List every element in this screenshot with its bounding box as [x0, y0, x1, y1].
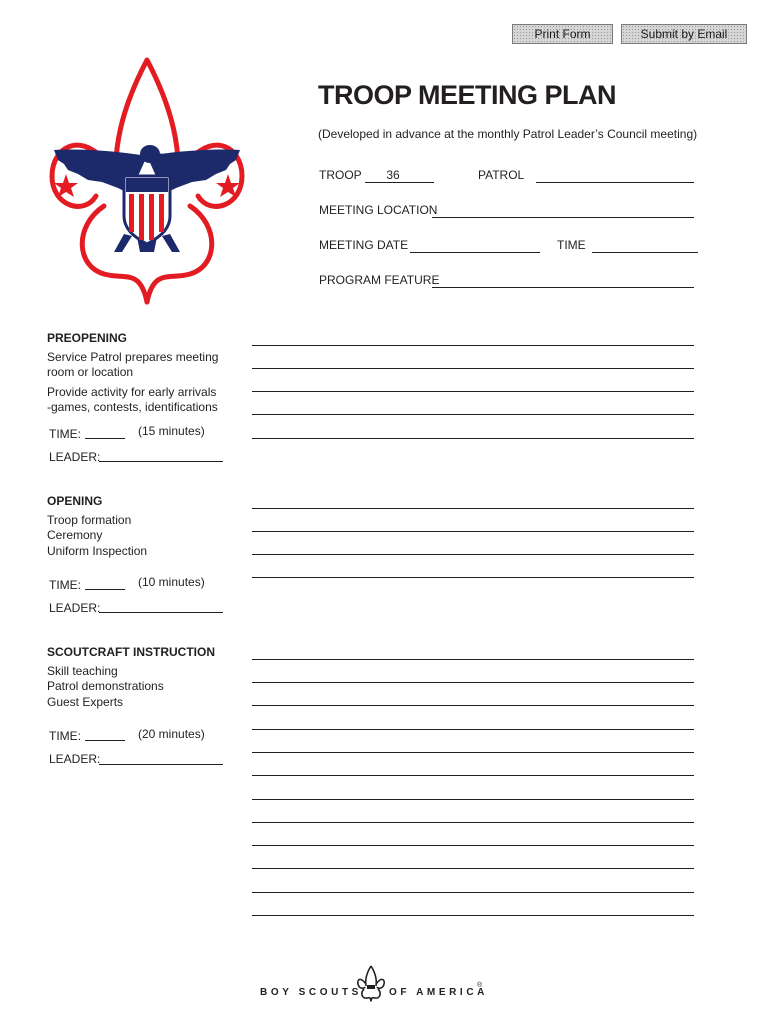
- time-field[interactable]: [592, 252, 698, 253]
- notes-line[interactable]: [252, 659, 694, 660]
- scoutcraft-time-field[interactable]: [85, 740, 125, 741]
- troop-field-line: [365, 182, 434, 183]
- notes-line[interactable]: [252, 752, 694, 753]
- section-text: Service Patrol prepares meeting: [47, 350, 219, 364]
- notes-line[interactable]: [252, 775, 694, 776]
- leader-label: LEADER:: [49, 752, 101, 766]
- notes-line[interactable]: [252, 345, 694, 346]
- scoutcraft-leader-field[interactable]: [99, 764, 223, 765]
- section-text: Ceremony: [47, 528, 103, 542]
- notes-line[interactable]: [252, 682, 694, 683]
- section-text: Skill teaching: [47, 664, 118, 678]
- preopening-time-field[interactable]: [85, 438, 125, 439]
- time-label: TIME:: [49, 427, 81, 441]
- print-form-button[interactable]: Print Form: [512, 24, 613, 44]
- section-text: Uniform Inspection: [47, 544, 148, 558]
- duration-text: (20 minutes): [138, 727, 205, 741]
- fleur-de-lis-icon: [356, 964, 386, 1002]
- notes-line[interactable]: [252, 508, 694, 509]
- meeting-date-label: MEETING DATE: [319, 238, 409, 252]
- notes-line[interactable]: [252, 368, 694, 369]
- notes-line[interactable]: [252, 868, 694, 869]
- section-text: Troop formation: [47, 513, 132, 527]
- notes-line[interactable]: [252, 705, 694, 706]
- notes-line[interactable]: [252, 414, 694, 415]
- section-text: room or location: [47, 365, 134, 379]
- page-title: TROOP MEETING PLAN: [318, 80, 617, 110]
- opening-time-field[interactable]: [85, 589, 125, 590]
- meeting-location-field[interactable]: [432, 217, 694, 218]
- notes-line[interactable]: [252, 438, 694, 439]
- troop-label: TROOP: [319, 168, 362, 182]
- notes-line[interactable]: [252, 822, 694, 823]
- notes-line[interactable]: [252, 892, 694, 893]
- fleur-de-lis-eagle-icon: [44, 56, 250, 306]
- meeting-date-field[interactable]: [410, 252, 540, 253]
- notes-line[interactable]: [252, 577, 694, 578]
- submit-by-email-button[interactable]: Submit by Email: [621, 24, 747, 44]
- section-text: Guest Experts: [47, 695, 124, 709]
- time-label: TIME:: [49, 578, 81, 592]
- notes-line[interactable]: [252, 531, 694, 532]
- notes-line[interactable]: [252, 554, 694, 555]
- notes-line[interactable]: [252, 391, 694, 392]
- leader-label: LEADER:: [49, 601, 101, 615]
- opening-leader-field[interactable]: [99, 612, 223, 613]
- section-text: Provide activity for early arrivals: [47, 385, 217, 399]
- troop-field[interactable]: 36: [386, 168, 400, 182]
- notes-line[interactable]: [252, 845, 694, 846]
- patrol-field[interactable]: [536, 182, 694, 183]
- program-feature-field[interactable]: [432, 287, 694, 288]
- time-label: TIME:: [49, 729, 81, 743]
- notes-line[interactable]: [252, 915, 694, 916]
- registered-mark: ®: [477, 982, 483, 989]
- notes-line[interactable]: [252, 799, 694, 800]
- footer-of-america: OF AMERICA: [389, 987, 488, 998]
- section-heading-preopening: PREOPENING: [47, 331, 128, 345]
- meeting-location-label: MEETING LOCATION: [319, 203, 438, 217]
- program-feature-label: PROGRAM FEATURE: [319, 273, 440, 287]
- section-heading-opening: OPENING: [47, 494, 103, 508]
- preopening-leader-field[interactable]: [99, 461, 223, 462]
- patrol-label: PATROL: [478, 168, 525, 182]
- section-heading-scoutcraft-instruction: SCOUTCRAFT INSTRUCTION: [47, 645, 215, 659]
- footer-boy-scouts: BOY SCOUTS: [260, 987, 362, 998]
- section-text: Patrol demonstrations: [47, 679, 164, 693]
- time-label: TIME: [557, 238, 586, 252]
- leader-label: LEADER:: [49, 450, 101, 464]
- duration-text: (10 minutes): [138, 575, 205, 589]
- notes-line[interactable]: [252, 729, 694, 730]
- page-subtitle: (Developed in advance at the monthly Patrol Leader’s Council meeting): [318, 127, 698, 141]
- duration-text: (15 minutes): [138, 424, 205, 438]
- section-text: -games, contests, identifications: [47, 400, 218, 414]
